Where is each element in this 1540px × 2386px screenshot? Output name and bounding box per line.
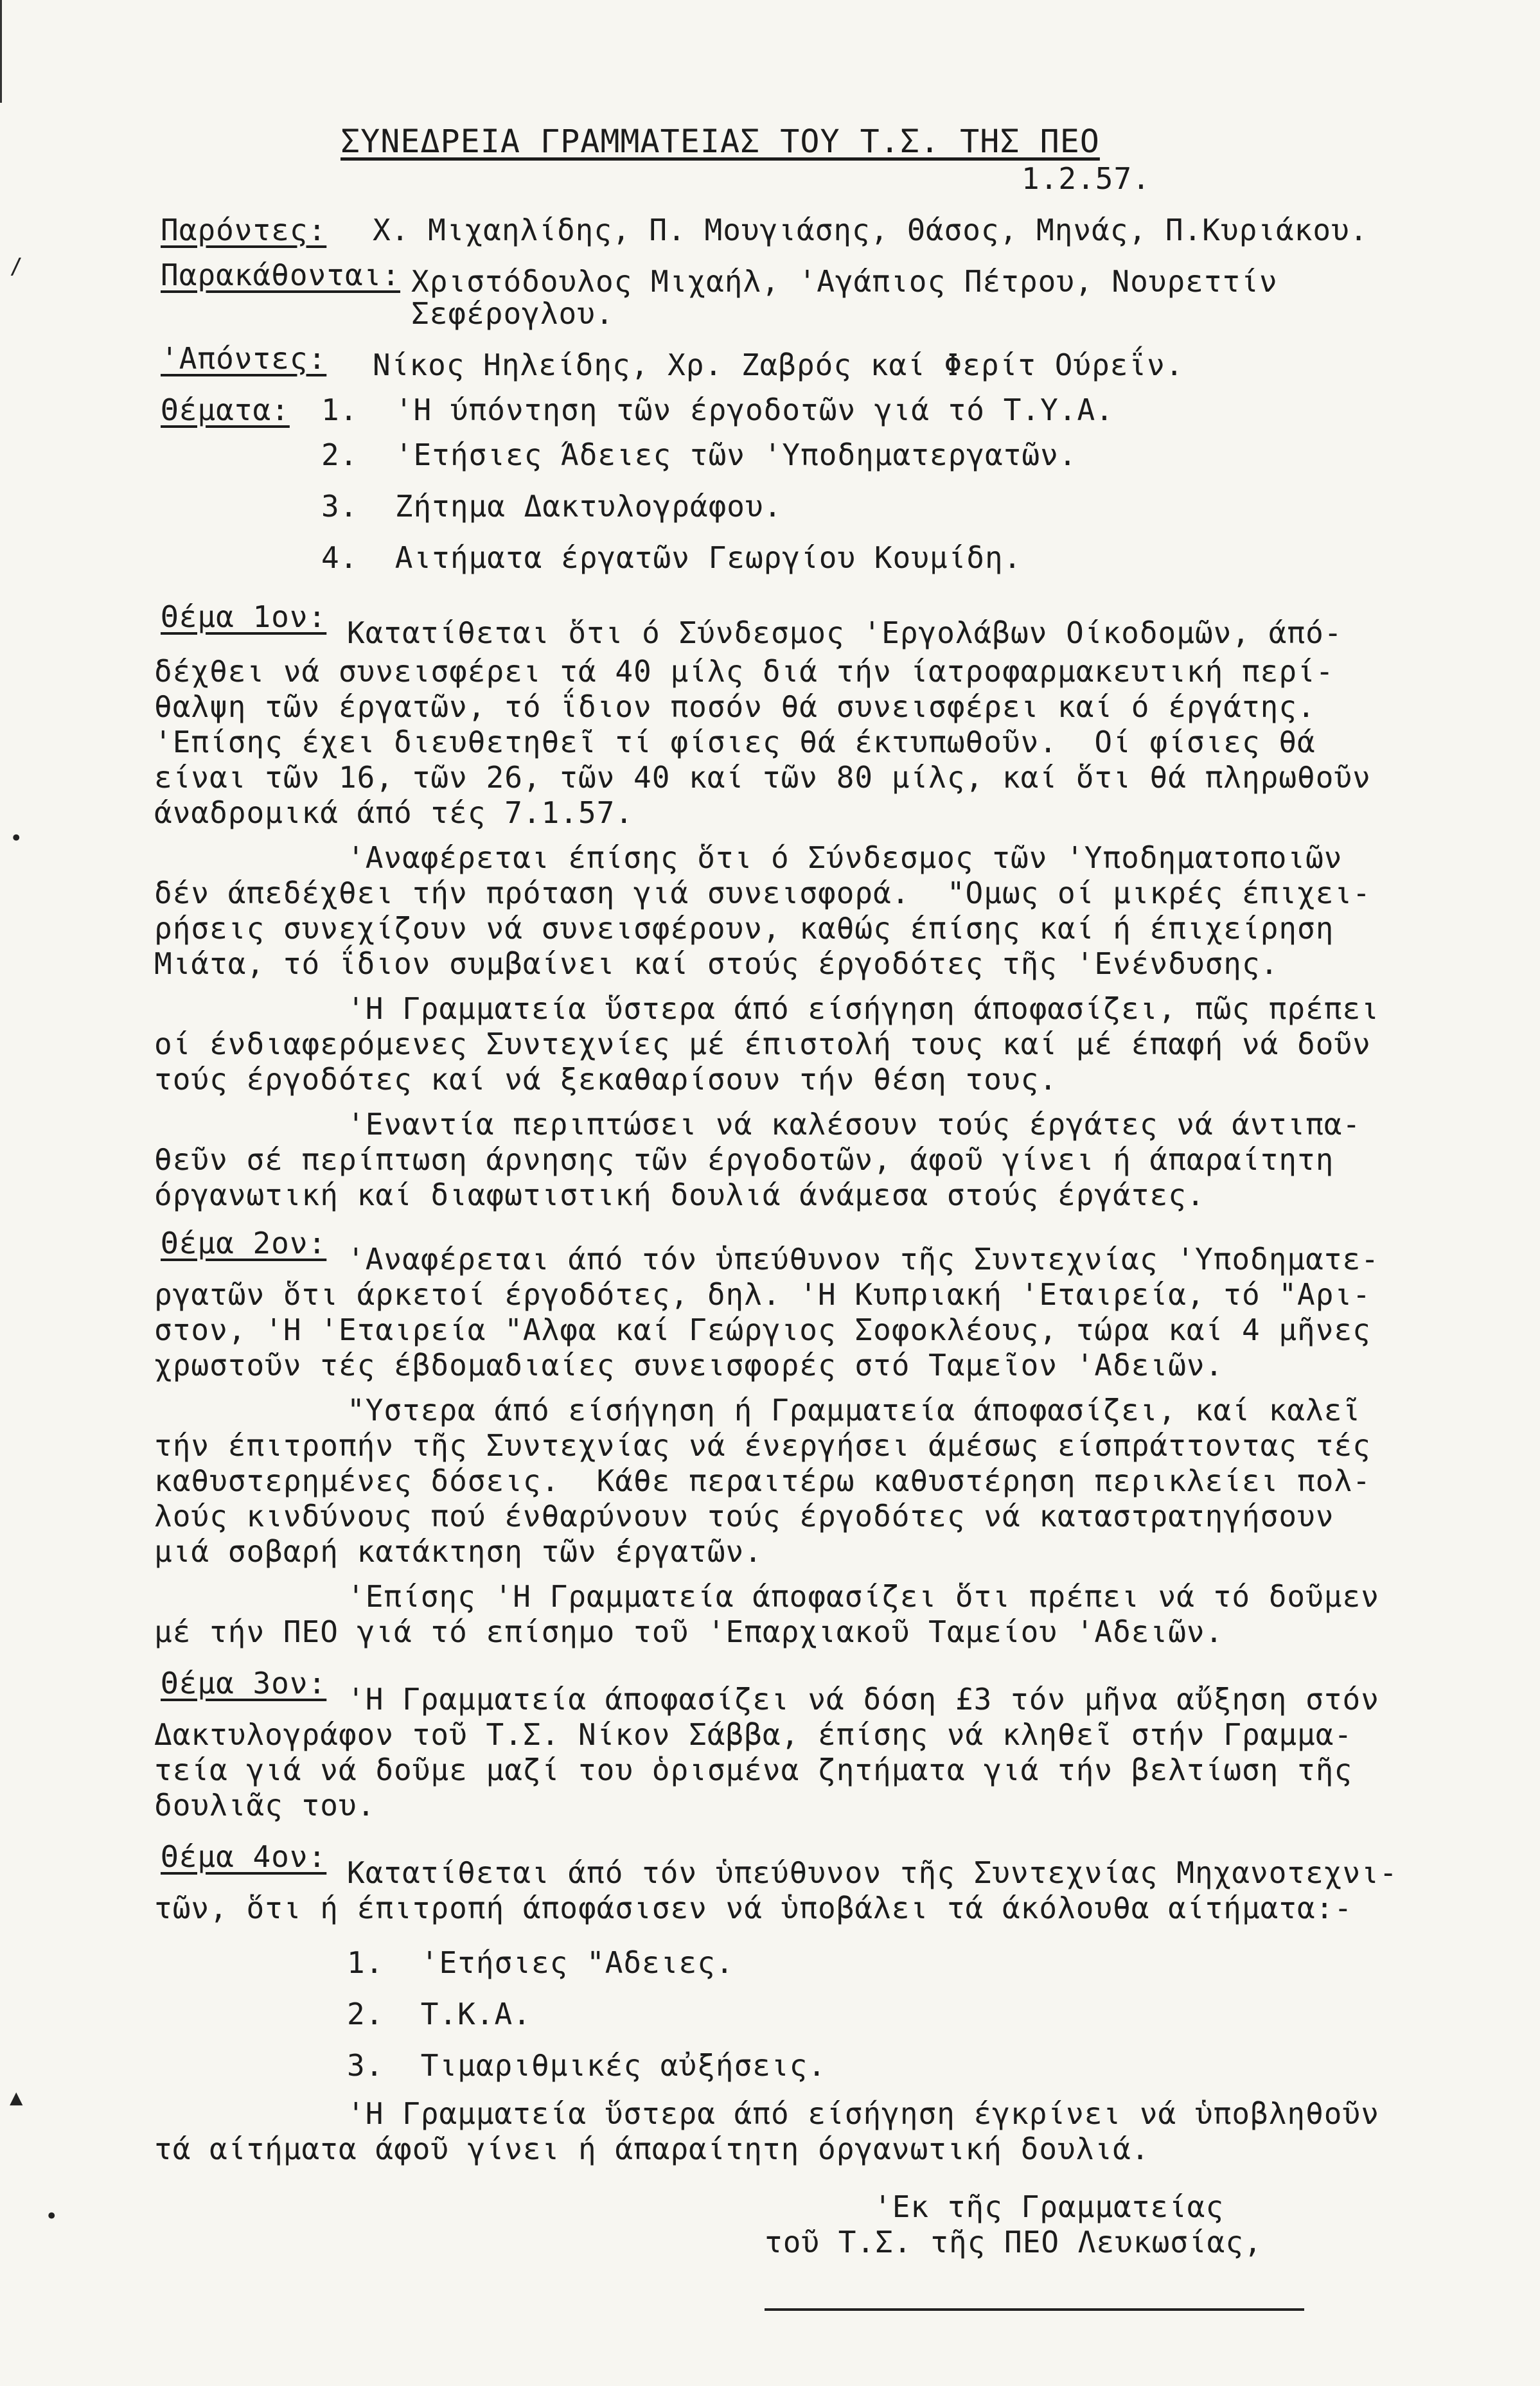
signature-rule	[765, 2308, 1304, 2311]
document-date: 1.2.57.	[1022, 161, 1151, 196]
document-title: ΣΥΝΕΔΡΕΙΑ ΓΡΑΜΜΑΤΕΙΑΣ ΤΟΥ Τ.Σ. ΤΗΣ ΠΕΟ	[341, 123, 1100, 160]
topic4-item: 2. Τ.Κ.Α.	[347, 1997, 531, 2031]
topic2-line: χρωστοῦν τές έβδομαδιαίες συνεισφορές στό Ταμεῖον 'Αδειῶν.	[154, 1348, 1224, 1383]
topic3-line: Δακτυλογράφον τοῦ Τ.Σ. Νίκον Σάββα, έπίσης νά κληθεῖ στήν Γραμμα-	[154, 1717, 1353, 1752]
agenda-item: 1. 'Η ύπόντηση τῶν έργοδοτῶν γιά τό Τ.Υ.Α.	[321, 393, 1114, 427]
topic1-para2-line: δέν άπεδέχθει τήν πρόταση γιά συνεισφορά. "Ομως οί μικρές έπιχει-	[154, 876, 1371, 910]
topic3-line: δουλιᾶς του.	[154, 1788, 376, 1823]
absent-label: 'Απόντες:	[161, 341, 327, 376]
topic1-line: είναι τῶν 16, τῶν 26, τῶν 40 καί τῶν 80 μίλς, καί ὅτι θά πληρωθοῦν	[154, 760, 1371, 795]
signature-line-1: 'Εκ τῆς Γραμματείας	[874, 2189, 1225, 2224]
topic2-line: στον, 'Η 'Εταιρεία "Αλφα καί Γεώργιος Σοφοκλέους, τώρα καί 4 μῆνες	[154, 1312, 1371, 1347]
present-label: Παρόντες:	[161, 213, 327, 247]
attending-label: Παρακάθονται:	[161, 258, 401, 292]
topic2-para2-line: μιά σοβαρή κατάκτηση τῶν έργατῶν.	[154, 1534, 763, 1569]
agenda-label: Θέματα:	[161, 393, 290, 427]
topic4-item: 1. 'Ετήσιες "Αδειες.	[347, 1945, 734, 1980]
topic2-line: ργατῶν ὅτι άρκετοί έργοδότες, δηλ. 'Η Κυπριακή 'Εταιρεία, τό "Αρι-	[154, 1277, 1371, 1312]
topic1-line: δέχθει νά συνεισφέρει τά 40 μίλς διά τήν ίατροφαρμακευτική περί-	[154, 654, 1334, 689]
topic4-line: Κατατίθεται άπό τόν ὑπεύθυνον τῆς Συντεχνίας Μηχανοτεχνι-	[347, 1855, 1398, 1890]
topic4-item: 3. Τιμαριθμικές αὐξήσεις.	[347, 2048, 827, 2083]
topic1-label: Θέμα 1ον:	[161, 599, 327, 634]
topic1-para4-line: όργανωτική καί διαφωτιστική δουλιά άνάμεσα στούς έργάτες.	[154, 1178, 1205, 1212]
topic1-para3-line: 'Η Γραμματεία ὕστερα άπό είσήγηση άποφασίζει, πῶς πρέπει	[347, 991, 1379, 1026]
topic3-line: 'Η Γραμματεία άποφασίζει νά δόση £3 τόν μῆνα αὔξηση στόν	[347, 1682, 1379, 1717]
agenda-item: 4. Αιτήματα έργατῶν Γεωργίου Κουμίδη.	[321, 540, 1022, 575]
topic1-line: 'Επίσης έχει διευθετηθεῖ τί φίσιες θά έκτυπωθοῦν. Οί φίσιες θά	[154, 725, 1316, 759]
topic1-para2-line: Μιάτα, τό ΐδιον συμβαίνει καί στούς έργοδότες τῆς 'Ενένδυσης.	[154, 946, 1279, 981]
margin-dot-mark: •	[10, 826, 23, 851]
topic1-para3-line: οί ένδιαφερόμενες Συντεχνίες μέ έπιστολή τους καί μέ έπαφή νά δοῦν	[154, 1027, 1371, 1061]
topic2-para3-line: μέ τήν ΠΕΟ γιά τό επίσημο τοῦ 'Επαρχιακοῦ Ταμείου 'Αδειῶν.	[154, 1614, 1224, 1649]
absent-text: Νίκος Ηηλείδης, Χρ. Ζαβρός καί Φερίτ Ούρεΐν.	[373, 348, 1184, 382]
topic1-line: Κατατίθεται ὅτι ό Σύνδεσμος 'Εργολάβων Οίκοδομῶν, άπό-	[347, 615, 1343, 650]
margin-dot-mark: •	[45, 2204, 58, 2229]
margin-tick-mark: /	[10, 254, 23, 279]
scan-edge-mark	[0, 0, 11, 103]
topic2-para2-line: τήν έπιτροπήν τῆς Συντεχνίας νά ένεργήσει άμέσως είσπράττοντας τές	[154, 1428, 1371, 1463]
attending-line-2: Σεφέρογλου.	[411, 296, 614, 331]
signature-line-2: τοῦ Τ.Σ. τῆς ΠΕΟ Λευκωσίας,	[765, 2225, 1262, 2259]
topic1-para2-line: ρήσεις συνεχίζουν νά συνεισφέρουν, καθώς έπίσης καί ή έπιχείρηση	[154, 911, 1334, 946]
topic1-para4-line: 'Εναντία περιπτώσει νά καλέσουν τούς έργάτες νά άντιπα-	[347, 1107, 1361, 1142]
topic2-para2-line: καθυστερημένες δόσεις. Κάθε περαιτέρω καθυστέρηση περικλείει πολ-	[154, 1463, 1371, 1498]
topic3-line: τεία γιά νά δοῦμε μαζί του ὁρισμένα ζητήματα γιά τήν βελτίωση τῆς	[154, 1753, 1353, 1787]
topic3-label: Θέμα 3ον:	[161, 1666, 327, 1701]
topic4-para2-line: 'Η Γραμματεία ὕστερα άπό είσήγηση έγκρίνει νά ὑποβληθοῦν	[347, 2096, 1379, 2131]
topic1-line: άναδρομικά άπό τές 7.1.57.	[154, 795, 634, 830]
topic4-line: τῶν, ὅτι ή έπιτροπή άποφάσισεν νά ὑποβάλει τά άκόλουθα αίτήματα:-	[154, 1891, 1353, 1925]
topic1-para3-line: τούς έργοδότες καί νά ξεκαθαρίσουν τήν θέση τους.	[154, 1062, 1058, 1097]
topic4-para2-line: τά αίτήματα άφοῦ γίνει ή άπαραίτητη όργανωτική δουλιά.	[154, 2132, 1150, 2166]
topic2-para3-line: 'Επίσης 'Η Γραμματεία άποφασίζει ὅτι πρέπει νά τό δοῦμεν	[347, 1579, 1379, 1614]
topic2-para2-line: "Υστερα άπό είσήγηση ή Γραμματεία άποφασίζει, καί καλεῖ	[347, 1393, 1361, 1427]
topic2-label: Θέμα 2ον:	[161, 1226, 327, 1260]
topic4-label: Θέμα 4ον:	[161, 1839, 327, 1874]
topic1-para4-line: θεῦν σέ περίπτωση άρνησης τῶν έργοδοτῶν, άφοῦ γίνει ή άπαραίτητη	[154, 1142, 1334, 1177]
agenda-item: 3. Ζήτημα Δακτυλογράφου.	[321, 489, 783, 524]
topic2-line: 'Αναφέρεται άπό τόν ὑπεύθυνον τῆς Συντεχνίας 'Υποδηματε-	[347, 1242, 1379, 1277]
topic2-para2-line: λούς κινδύνους πού ένθαρύνουν τούς έργοδότες νά καταστρατηγήσουν	[154, 1499, 1334, 1533]
topic1-para2-line: 'Αναφέρεται έπίσης ὅτι ό Σύνδεσμος τῶν 'Υποδηματοποιῶν	[347, 840, 1343, 875]
margin-arrow-mark: ▲	[10, 2085, 23, 2110]
attending-line-1: Χριστόδουλος Μιχαήλ, 'Αγάπιος Πέτρου, Νουρεττίν	[411, 264, 1278, 299]
topic1-line: θαλψη τῶν έργατῶν, τό ΐδιον ποσόν θά συνεισφέρει καί ό έργάτης.	[154, 689, 1316, 724]
present-text: Χ. Μιχαηλίδης, Π. Μουγιάσης, Θάσος, Μηνάς, Π.Κυριάκου.	[373, 213, 1368, 247]
agenda-item: 2. 'Ετήσιες Άδειες τῶν 'Υποδηματεργατῶν.	[321, 437, 1077, 472]
